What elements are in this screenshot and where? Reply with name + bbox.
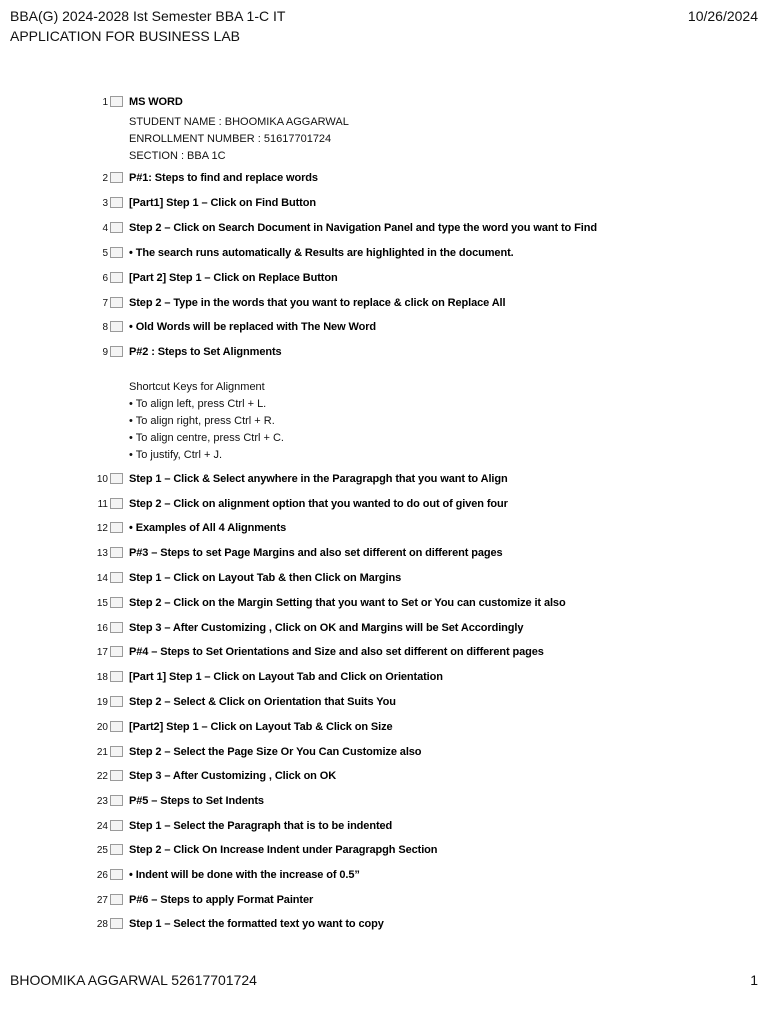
item-title: Step 2 – Type in the words that you want to replace & click on Replace All (129, 297, 506, 309)
item-title: Step 1 – Select the formatted text yo want to copy (129, 918, 384, 930)
item-number: 12 (96, 523, 108, 534)
item-number: 6 (102, 273, 108, 284)
item-checkbox[interactable] (110, 498, 123, 509)
item-number: 11 (97, 499, 108, 510)
item-checkbox[interactable] (110, 696, 123, 707)
item-title: • The search runs automatically & Results are highlighted in the document. (129, 247, 514, 259)
item-checkbox[interactable] (110, 346, 123, 357)
item-checkbox[interactable] (110, 473, 123, 484)
item-number: 19 (96, 697, 108, 708)
item-number: 8 (102, 322, 108, 333)
item-detail-line: • To align centre, press Ctrl + C. (129, 432, 284, 444)
item-number: 3 (102, 198, 108, 209)
item-title: [Part 1] Step 1 – Click on Layout Tab and Click on Orientation (129, 671, 443, 683)
item-checkbox[interactable] (110, 646, 123, 657)
item-number: 18 (96, 672, 108, 683)
item-checkbox[interactable] (110, 96, 123, 107)
item-title: P#5 – Steps to Set Indents (129, 795, 264, 807)
item-title: Step 3 – After Customizing , Click on OK (129, 770, 337, 782)
item-title: MS WORD (129, 96, 183, 108)
item-checkbox[interactable] (110, 522, 123, 533)
item-number: 5 (102, 248, 108, 259)
item-checkbox[interactable] (110, 197, 123, 208)
item-title: Step 2 – Select the Page Size Or You Can Customize also (129, 746, 422, 758)
item-title: Step 2 – Click on alignment option that you wanted to do out of given four (129, 498, 508, 510)
item-detail-line: • To align left, press Ctrl + L. (129, 398, 267, 410)
item-checkbox[interactable] (110, 795, 123, 806)
item-number: 26 (96, 870, 108, 881)
item-number: 9 (102, 347, 108, 358)
item-title: P#2 : Steps to Set Alignments (129, 346, 282, 358)
item-title: Step 1 – Click & Select anywhere in the Paragrapgh that you want to Align (129, 473, 508, 485)
item-checkbox[interactable] (110, 820, 123, 831)
header-subject: APPLICATION FOR BUSINESS LAB (10, 28, 241, 44)
item-checkbox[interactable] (110, 247, 123, 258)
item-number: 25 (96, 845, 108, 856)
item-checkbox[interactable] (110, 918, 123, 929)
item-number: 27 (96, 895, 108, 906)
item-title: [Part2] Step 1 – Click on Layout Tab & Click on Size (129, 721, 393, 733)
item-title: • Indent will be done with the increase of 0.5” (129, 869, 360, 881)
item-title: P#4 – Steps to Set Orientations and Size and also set different on different pages (129, 646, 544, 658)
item-number: 28 (96, 919, 108, 930)
item-checkbox[interactable] (110, 222, 123, 233)
item-title: P#3 – Steps to set Page Margins and also set different on different pages (129, 547, 503, 559)
item-title: Step 2 – Click on the Margin Setting that you want to Set or You can customize it also (129, 597, 566, 609)
header-course: BBA(G) 2024-2028 Ist Semester BBA 1-C IT (10, 8, 286, 24)
item-number: 22 (96, 771, 108, 782)
item-title: P#1: Steps to find and replace words (129, 172, 318, 184)
item-number: 13 (96, 548, 108, 559)
item-number: 2 (102, 173, 108, 184)
item-number: 7 (102, 298, 108, 309)
item-title: • Old Words will be replaced with The New Word (129, 321, 376, 333)
item-number: 15 (96, 598, 108, 609)
item-number: 4 (102, 223, 108, 234)
item-checkbox[interactable] (110, 894, 123, 905)
item-checkbox[interactable] (110, 721, 123, 732)
item-title: Step 1 – Click on Layout Tab & then Click on Margins (129, 572, 402, 584)
item-checkbox[interactable] (110, 869, 123, 880)
header-date: 10/26/2024 (687, 8, 758, 24)
item-title: Step 2 – Click On Increase Indent under Paragrapgh Section (129, 844, 438, 856)
item-number: 14 (96, 573, 108, 584)
item-number: 21 (96, 747, 108, 758)
item-title: Step 3 – After Customizing , Click on OK and Margins will be Set Accordingly (129, 622, 524, 634)
item-title: • Examples of All 4 Alignments (129, 522, 287, 534)
item-checkbox[interactable] (110, 572, 123, 583)
item-detail-line: ENROLLMENT NUMBER : 51617701724 (129, 133, 332, 145)
item-title: Step 2 – Click on Search Document in Navigation Panel and type the word you want to Find (129, 222, 597, 234)
item-detail-line: SECTION : BBA 1C (129, 150, 226, 162)
item-title: [Part 2] Step 1 – Click on Replace Button (129, 272, 338, 284)
item-detail-line: • To justify, Ctrl + J. (129, 449, 222, 461)
item-detail-line: • To align right, press Ctrl + R. (129, 415, 275, 427)
item-checkbox[interactable] (110, 770, 123, 781)
item-number: 24 (96, 821, 108, 832)
item-number: 17 (96, 647, 108, 658)
item-number: 16 (96, 623, 108, 634)
footer-page-number: 1 (750, 972, 758, 988)
item-checkbox[interactable] (110, 272, 123, 283)
item-detail-line: STUDENT NAME : BHOOMIKA AGGARWAL (129, 116, 349, 128)
item-number: 1 (102, 97, 108, 108)
item-checkbox[interactable] (110, 597, 123, 608)
item-checkbox[interactable] (110, 172, 123, 183)
item-checkbox[interactable] (110, 671, 123, 682)
item-checkbox[interactable] (110, 321, 123, 332)
item-checkbox[interactable] (110, 547, 123, 558)
item-title: [Part1] Step 1 – Click on Find Button (129, 197, 316, 209)
item-checkbox[interactable] (110, 844, 123, 855)
item-detail-line: Shortcut Keys for Alignment (129, 381, 265, 393)
item-number: 10 (96, 474, 108, 485)
item-checkbox[interactable] (110, 622, 123, 633)
item-number: 23 (96, 796, 108, 807)
item-title: Step 2 – Select & Click on Orientation that Suits You (129, 696, 396, 708)
item-title: Step 1 – Select the Paragraph that is to be indented (129, 820, 393, 832)
item-checkbox[interactable] (110, 297, 123, 308)
item-number: 20 (96, 722, 108, 733)
item-title: P#6 – Steps to apply Format Painter (129, 894, 314, 906)
page-header (10, 6, 285, 46)
footer-student: BHOOMIKA AGGARWAL 52617701724 (10, 972, 257, 988)
item-checkbox[interactable] (110, 746, 123, 757)
